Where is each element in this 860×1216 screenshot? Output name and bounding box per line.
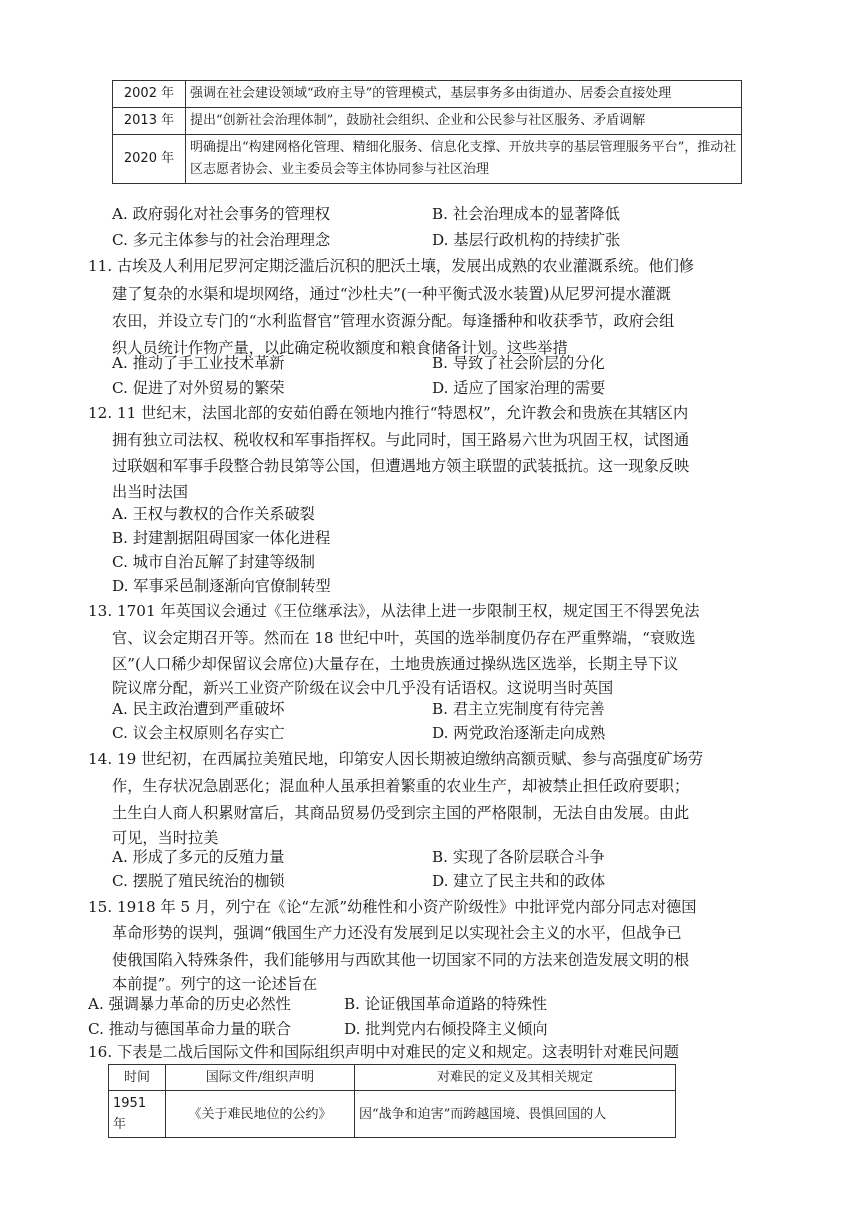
table-cell-year: 1951 年 — [109, 1091, 166, 1138]
q10-option-d[interactable]: D. 基层行政机构的持续扩张 — [432, 231, 621, 249]
q13-stem-line: 院议席分配，新兴工业资产阶级在议会中几乎没有话语权。这说明当时英国 — [112, 679, 614, 697]
q15-stem-line: 15. 1918 年 5 月，列宁在《论“左派”幼稚性和小资产阶级性》中批评党内部分同志对德国 — [88, 898, 697, 916]
q11-option-c[interactable]: C. 促进了对外贸易的繁荣 — [112, 379, 285, 397]
table-cell-content: 强调在社会建设领域“政府主导”的管理模式，基层事务多由街道办、居委会直接处理 — [186, 81, 742, 108]
table-row — [113, 135, 742, 184]
q13-option-d[interactable]: D. 两党政治逐渐走向成熟 — [432, 724, 606, 742]
table-header-cell: 时间 — [109, 1065, 166, 1091]
q10-option-a[interactable]: A. 政府弱化对社会事务的管理权 — [112, 205, 331, 223]
q14-option-b[interactable]: B. 实现了各阶层联合斗争 — [432, 848, 605, 866]
table-cell-year: 2013 年 — [113, 108, 186, 135]
q11-stem-line: 织人员统计作物产量，以此确定税收额度和粮食储备计划。这些举措 — [112, 339, 568, 357]
q12-stem-line: 出当时法国 — [112, 483, 188, 501]
q15-option-a[interactable]: A. 强调暴力革命的历史必然性 — [88, 995, 291, 1013]
q14-stem-line: 可见，当时拉美 — [112, 829, 219, 847]
table-header-cell: 国际文件/组织声明 — [166, 1065, 355, 1091]
q15-option-c[interactable]: C. 推动与德国革命力量的联合 — [88, 1020, 291, 1038]
table-row — [113, 81, 742, 108]
table-row — [113, 108, 742, 135]
table-cell-content: 提出“创新社会治理体制”，鼓励社会组织、企业和公民参与社区服务、矛盾调解 — [186, 108, 742, 135]
q12-option-b[interactable]: B. 封建割据阻碍国家一体化进程 — [112, 529, 331, 547]
table-header-cell: 对难民的定义及其相关规定 — [355, 1065, 676, 1091]
table-row — [109, 1091, 676, 1138]
table-cell-document: 《关于难民地位的公约》 — [166, 1091, 355, 1138]
table-header-row — [109, 1065, 676, 1091]
q10-option-c[interactable]: C. 多元主体参与的社会治理理念 — [112, 231, 331, 249]
q14-option-c[interactable]: C. 摆脱了殖民统治的枷锁 — [112, 872, 285, 890]
q15-stem-line: 本前提”。列宁的这一论述旨在 — [112, 975, 318, 993]
table-cell-year: 2020 年 — [113, 135, 186, 184]
q13-option-a[interactable]: A. 民主政治遭到严重破坏 — [112, 700, 285, 718]
q14-stem-line: 14. 19 世纪初，在西属拉美殖民地，印第安人因长期被迫缴纳高额贡赋、参与高强度矿场劳 — [88, 750, 704, 768]
q14-option-a[interactable]: A. 形成了多元的反殖力量 — [112, 848, 285, 866]
q13-stem-line: 13. 1701 年英国议会通过《王位继承法》，从法律上进一步限制王权，规定国王不得罢免法 — [88, 602, 700, 620]
q11-stem-line: 农田，并设立专门的“水利监督官”管理水资源分配。每逢播种和收获季节，政府会组 — [112, 312, 675, 330]
q14-stem-line: 土生白人商人积累财富后，其商品贸易仍受到宗主国的严格限制，无法自由发展。由此 — [112, 804, 690, 822]
table-cell-year: 2002 年 — [113, 81, 186, 108]
q16-table — [108, 1064, 676, 1138]
q11-option-a[interactable]: A. 推动了手工业技术革新 — [112, 354, 285, 372]
q12-option-a[interactable]: A. 王权与教权的合作关系破裂 — [112, 505, 315, 523]
table-cell-content: 明确提出“构建网格化管理、精细化服务、信息化支撑、开放共享的基层管理服务平台”，推动社区志愿者协会、业主委员会等主体协同参与社区治理 — [186, 135, 742, 184]
q15-option-d[interactable]: D. 批判党内右倾投降主义倾向 — [344, 1020, 548, 1038]
q10-table — [112, 80, 742, 184]
q13-option-b[interactable]: B. 君主立宪制度有待完善 — [432, 700, 605, 718]
q13-option-c[interactable]: C. 议会主权原则名存实亡 — [112, 724, 285, 742]
q14-option-d[interactable]: D. 建立了民主共和的政体 — [432, 872, 606, 890]
q12-stem-line: 12. 11 世纪末，法国北部的安茹伯爵在领地内推行“特恩权”，允许教会和贵族在其辖区内 — [88, 404, 689, 422]
q10-option-b[interactable]: B. 社会治理成本的显著降低 — [432, 205, 620, 223]
q12-option-d[interactable]: D. 军事采邑制逐渐向官僚制转型 — [112, 577, 331, 595]
q12-stem-line: 过联姻和军事手段整合勃艮第等公国，但遭遇地方领主联盟的武装抵抗。这一现象反映 — [112, 457, 690, 475]
q15-option-b[interactable]: B. 论证俄国革命道路的特殊性 — [344, 995, 548, 1013]
q14-stem-line: 作，生存状况急剧恶化；混血种人虽承担着繁重的农业生产，却被禁止担任政府要职； — [112, 777, 690, 795]
q12-stem-line: 拥有独立司法权、税收权和军事指挥权。与此同时，国王路易六世为巩固王权，试图通 — [112, 431, 690, 449]
q13-stem-line: 区”(人口稀少却保留议会席位)大量存在，土地贵族通过操纵选区选举，长期主导下议 — [112, 655, 679, 673]
q11-option-b[interactable]: B. 导致了社会阶层的分化 — [432, 354, 605, 372]
q12-option-c[interactable]: C. 城市自治瓦解了封建等级制 — [112, 553, 315, 571]
q15-stem-line: 使俄国陷入特殊条件，我们能够用与西欧其他一切国家不同的方法来创造发展文明的根 — [112, 951, 690, 969]
q11-stem-line: 11. 古埃及人利用尼罗河定期泛滥后沉积的肥沃土壤，发展出成熟的农业灌溉系统。他们修 — [88, 257, 695, 275]
q15-stem-line: 革命形势的误判，强调“俄国生产力还没有发展到足以实现社会主义的水平，但战争已 — [112, 924, 682, 942]
table-cell-definition: 因“战争和迫害”而跨越国境、畏惧回国的人 — [355, 1091, 676, 1138]
q16-stem-line: 16. 下表是二战后国际文件和国际组织声明中对难民的定义和规定。这表明针对难民问题 — [88, 1043, 679, 1061]
q11-stem-line: 建了复杂的水渠和堤坝网络，通过“沙杜夫”(一种平衡式汲水装置)从尼罗河提水灌溉 — [112, 285, 671, 303]
q13-stem-line: 官、议会定期召开等。然而在 18 世纪中叶，英国的选举制度仍存在严重弊端，“衰败选 — [112, 629, 696, 647]
q11-option-d[interactable]: D. 适应了国家治理的需要 — [432, 379, 606, 397]
